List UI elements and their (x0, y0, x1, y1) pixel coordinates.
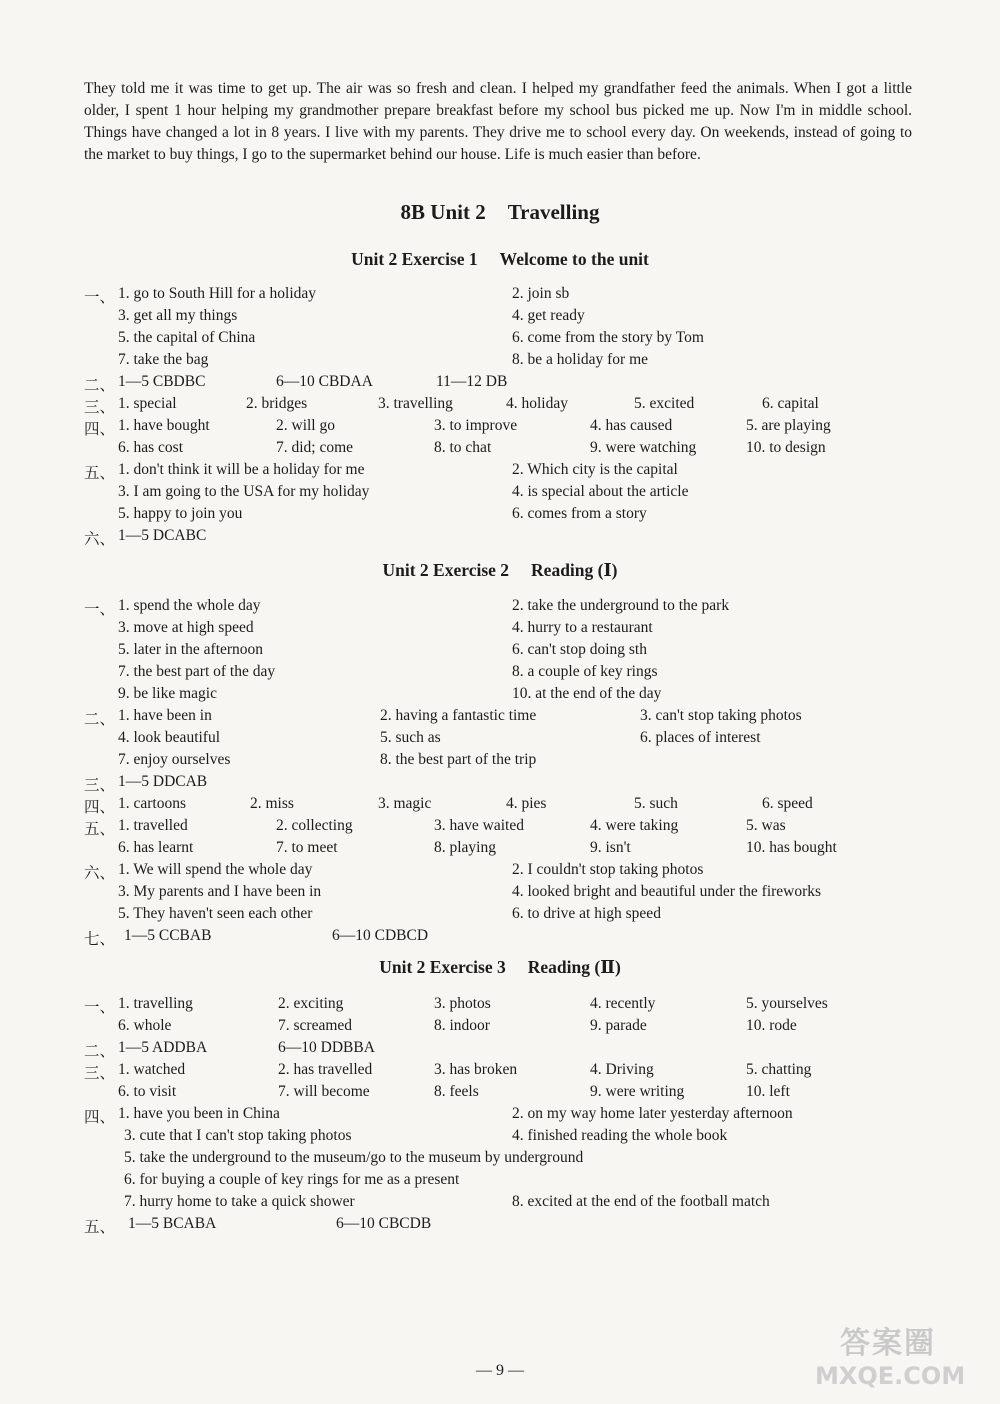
ex1-section-3-row (0, 395, 1000, 417)
answer-item: 1—5 BCABA (128, 1215, 217, 1232)
answer-item: 1. travelling (118, 995, 193, 1012)
answer-item: 2. collecting (276, 817, 353, 834)
watermark-logo: 答案圈 (840, 1326, 936, 1361)
answer-item: 1. We will spend the whole day (118, 861, 313, 878)
ex2-section-3-row (0, 773, 1000, 795)
exercise-3-topic: Reading (Ⅱ) (527, 957, 621, 977)
unit-title-number: 8B Unit 2 (400, 200, 486, 224)
answer-item: 1. watched (118, 1061, 186, 1078)
exercise-2-topic: Reading (Ⅰ) (531, 560, 618, 580)
answer-item: 6. can't stop doing sth (512, 641, 647, 658)
section-number: 四、 (84, 1109, 116, 1126)
ex2-section-1-row (0, 663, 1000, 685)
answer-item: 3. has broken (434, 1061, 518, 1078)
ex1-section-1-row (0, 285, 1000, 307)
answer-item: 5. take the underground to the museum/go to the museum by underground (124, 1149, 584, 1166)
answer-item: 6. has learnt (118, 839, 194, 856)
answer-item: 9. parade (590, 1017, 647, 1034)
answer-item: 3. have waited (434, 817, 524, 834)
answer-item: 3. get all my things (118, 307, 238, 324)
ex3-section-1-row (0, 995, 1000, 1017)
answer-item: 3. magic (378, 795, 432, 812)
answer-item: 1—5 ADDBA (118, 1039, 208, 1056)
ex2-section-2-row (0, 707, 1000, 729)
exercise-1-label: Unit 2 Exercise 1 (351, 249, 478, 269)
unit-title-topic: Travelling (507, 200, 600, 224)
answer-item: 5. happy to join you (118, 505, 243, 522)
answer-item: 3. can't stop taking photos (640, 707, 802, 724)
answer-item: 6. capital (762, 395, 819, 412)
ex3-section-4-row (0, 1193, 1000, 1215)
answer-item: 1. spend the whole day (118, 597, 261, 614)
answer-item: 1—5 CBDBC (118, 373, 206, 390)
ex2-section-5-row (0, 817, 1000, 839)
answer-item: 6. comes from a story (512, 505, 647, 522)
ex3-section-1-row (0, 1017, 1000, 1039)
exercise-2-label: Unit 2 Exercise 2 (382, 560, 510, 580)
answer-item: 9. be like magic (118, 685, 217, 702)
answer-item: 2. miss (250, 795, 294, 812)
answer-item: 7. to meet (276, 839, 338, 856)
ex2-section-6-row (0, 883, 1000, 905)
answer-item: 5. was (746, 817, 786, 834)
answer-item: 4. pies (506, 795, 547, 812)
answer-item: 7. hurry home to take a quick shower (124, 1193, 355, 1210)
ex2-section-1-row (0, 685, 1000, 707)
answer-item: 9. were writing (590, 1083, 685, 1100)
section-number: 三、 (84, 399, 116, 416)
answer-item: 5. They haven't seen each other (118, 905, 313, 922)
answer-item: 2. take the underground to the park (512, 597, 730, 614)
answer-item: 5. the capital of China (118, 329, 256, 346)
section-number: 四、 (84, 799, 116, 816)
answer-item: 10. left (746, 1083, 790, 1100)
answer-item: 6—10 CDBCD (332, 927, 429, 944)
exercise-1-topic: Welcome to the unit (499, 249, 649, 269)
answer-item: 7. screamed (278, 1017, 353, 1034)
answer-item: 4. were taking (590, 817, 679, 834)
ex2-section-6-row (0, 905, 1000, 927)
ex3-section-4-row (0, 1105, 1000, 1127)
exercise-1-title (0, 249, 1000, 270)
answer-item: 1. have you been in China (118, 1105, 280, 1122)
answer-item: 5. excited (634, 395, 695, 412)
answer-item: 8. to chat (434, 439, 492, 456)
answer-item: 9. were watching (590, 439, 697, 456)
answer-item: 3. photos (434, 995, 491, 1012)
answer-item: 5. such as (380, 729, 441, 746)
answer-item: 6. come from the story by Tom (512, 329, 704, 346)
ex2-section-1-row (0, 641, 1000, 663)
answer-item: 3. I am going to the USA for my holiday (118, 483, 370, 500)
answer-item: 1. go to South Hill for a holiday (118, 285, 317, 302)
answer-item: 1. have been in (118, 707, 212, 724)
answer-item: 8. excited at the end of the football match (512, 1193, 770, 1210)
answer-item: 1. have bought (118, 417, 210, 434)
answer-item: 1. cartoons (118, 795, 187, 812)
answer-item: 3. move at high speed (118, 619, 254, 636)
section-number: 五、 (84, 1219, 116, 1236)
answer-item: 10. to design (746, 439, 826, 456)
section-number: 四、 (84, 421, 116, 438)
answer-item: 4. get ready (512, 307, 585, 324)
page-number: — 9 — (476, 1362, 524, 1379)
answer-item: 8. be a holiday for me (512, 351, 649, 368)
answer-item: 1. don't think it will be a holiday for me (118, 461, 365, 478)
answer-item: 4. holiday (506, 395, 568, 412)
answer-item: 6. to visit (118, 1083, 177, 1100)
answer-item: 2. will go (276, 417, 335, 434)
ex3-section-3-row (0, 1083, 1000, 1105)
answer-item: 10. rode (746, 1017, 797, 1034)
section-number: 一、 (84, 601, 116, 618)
answer-item: 4. Driving (590, 1061, 654, 1078)
answer-item: 1. travelled (118, 817, 188, 834)
answer-item: 1—5 DDCAB (118, 773, 208, 790)
answer-item: 8. the best part of the trip (380, 751, 537, 768)
ex1-section-4-row (0, 417, 1000, 439)
answer-item: 6. places of interest (640, 729, 761, 746)
answer-item: 2. Which city is the capital (512, 461, 678, 478)
answer-item: 7. enjoy ourselves (118, 751, 231, 768)
answer-item: 2. join sb (512, 285, 570, 302)
section-number: 一、 (84, 999, 116, 1016)
ex1-section-4-row (0, 439, 1000, 461)
answer-item: 6—10 CBDAA (276, 373, 373, 390)
exercise-3-label: Unit 2 Exercise 3 (379, 957, 506, 977)
section-number: 三、 (84, 1065, 116, 1082)
section-number: 七、 (84, 931, 116, 948)
answer-item: 11—12 DB (436, 373, 508, 390)
answer-item: 5. chatting (746, 1061, 812, 1078)
answer-item: 4. finished reading the whole book (512, 1127, 728, 1144)
answer-item: 6. whole (118, 1017, 172, 1034)
answer-item: 5. are playing (746, 417, 831, 434)
answer-item: 4. has caused (590, 417, 673, 434)
answer-item: 6—10 CBCDB (336, 1215, 432, 1232)
answer-item: 3. travelling (378, 395, 453, 412)
answer-item: 7. the best part of the day (118, 663, 276, 680)
section-number: 二、 (84, 377, 116, 394)
ex1-section-6-row (0, 527, 1000, 549)
answer-item: 8. indoor (434, 1017, 490, 1034)
answer-item: 6. speed (762, 795, 813, 812)
ex1-section-5-row (0, 483, 1000, 505)
section-number: 五、 (84, 465, 116, 482)
ex2-section-6-row (0, 861, 1000, 883)
answer-item: 1—5 CCBAB (124, 927, 212, 944)
ex3-section-4-row (0, 1171, 1000, 1193)
answer-item: 5. later in the afternoon (118, 641, 264, 658)
ex1-section-5-row (0, 505, 1000, 527)
ex1-section-1-row (0, 351, 1000, 373)
ex1-section-5-row (0, 461, 1000, 483)
ex2-section-5-row (0, 839, 1000, 861)
ex3-section-4-row (0, 1127, 1000, 1149)
watermark-url: MXQE.COM (815, 1362, 966, 1390)
section-number: 一、 (84, 289, 116, 306)
answer-item: 8. feels (434, 1083, 479, 1100)
answer-item: 10. at the end of the day (512, 685, 662, 702)
answer-item: 8. playing (434, 839, 496, 856)
section-number: 五、 (84, 821, 116, 838)
ex3-section-3-row (0, 1061, 1000, 1083)
exercise-3-title (0, 957, 1000, 978)
answer-item: 9. isn't (590, 839, 631, 856)
answer-item: 6. to drive at high speed (512, 905, 661, 922)
answer-item: 1—5 DCABC (118, 527, 207, 544)
section-number: 六、 (84, 531, 116, 548)
intro-paragraph: They told me it was time to get up. The air was so fresh and clean. I helped my grandfather feed the animals. When I got a little older, I spent 1 hour helping my grandmother prepare breakfast before my school bus picked me up. Now I'm in middle school. Things have changed a lot in 8 years. I live with my parents. They drive me to school every day. On weekends, instead of going to the market to buy things, I go to the supermarket behind our house. Life is much easier than before. (84, 80, 912, 163)
section-number: 六、 (84, 865, 116, 882)
answer-item: 2. I couldn't stop taking photos (512, 861, 704, 878)
ex2-section-4-row (0, 795, 1000, 817)
answer-item: 1. special (118, 395, 177, 412)
answer-item: 7. take the bag (118, 351, 209, 368)
answer-item: 7. will become (278, 1083, 370, 1100)
section-number: 三、 (84, 777, 116, 794)
ex2-section-2-row (0, 729, 1000, 751)
answer-item: 3. cute that I can't stop taking photos (124, 1127, 352, 1144)
ex2-section-2-row (0, 751, 1000, 773)
answer-item: 3. My parents and I have been in (118, 883, 322, 900)
ex2-section-1-row (0, 597, 1000, 619)
answer-item: 3. to improve (434, 417, 518, 434)
ex1-section-1-row (0, 329, 1000, 351)
answer-item: 8. a couple of key rings (512, 663, 658, 680)
answer-item: 2. on my way home later yesterday afternoon (512, 1105, 793, 1122)
answer-item: 2. having a fantastic time (380, 707, 537, 724)
section-number: 二、 (84, 711, 116, 728)
ex1-section-2-row (0, 373, 1000, 395)
answer-item: 2. exciting (278, 995, 344, 1012)
answer-item: 5. yourselves (746, 995, 828, 1012)
exercise-2-title (0, 560, 1000, 581)
unit-title (0, 200, 1000, 225)
section-number: 二、 (84, 1043, 116, 1060)
answer-item: 4. recently (590, 995, 656, 1012)
answer-item: 2. has travelled (278, 1061, 373, 1078)
answer-item: 4. hurry to a restaurant (512, 619, 653, 636)
answer-item: 5. such (634, 795, 678, 812)
ex2-section-1-row (0, 619, 1000, 641)
answer-item: 6. has cost (118, 439, 184, 456)
answer-item: 4. is special about the article (512, 483, 689, 500)
answer-item: 2. bridges (246, 395, 308, 412)
answer-item: 7. did; come (276, 439, 354, 456)
ex3-section-5-row (0, 1215, 1000, 1237)
answer-item: 6. for buying a couple of key rings for me as a present (124, 1171, 460, 1188)
answer-item: 4. looked bright and beautiful under the fireworks (512, 883, 822, 900)
ex3-section-2-row (0, 1039, 1000, 1061)
ex2-section-7-row (0, 927, 1000, 949)
answer-item: 6—10 DDBBA (278, 1039, 375, 1056)
answer-item: 4. look beautiful (118, 729, 221, 746)
ex3-section-4-row (0, 1149, 1000, 1171)
ex1-section-1-row (0, 307, 1000, 329)
answer-item: 10. has bought (746, 839, 837, 856)
